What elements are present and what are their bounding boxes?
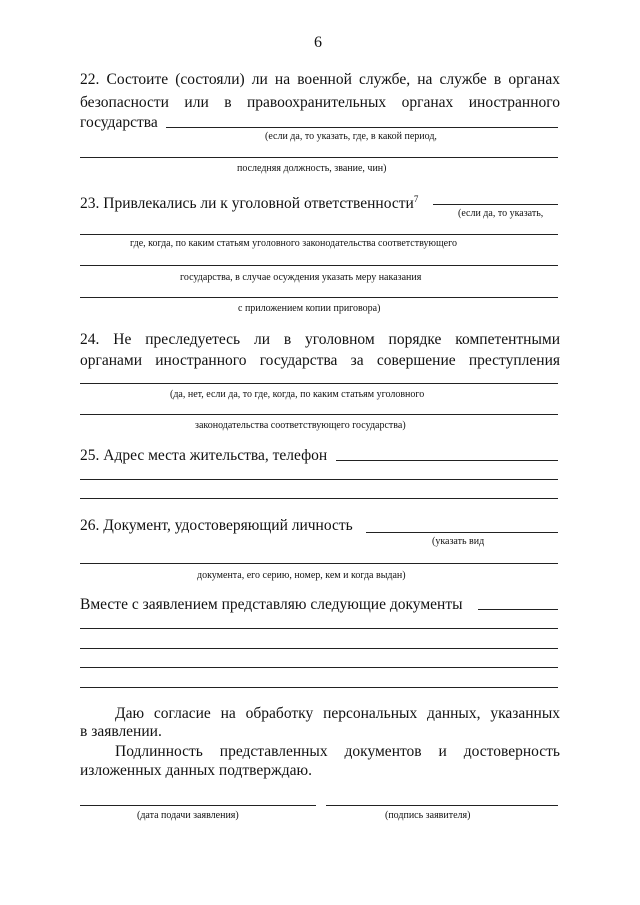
consent-line4: изложенных данных подтверждаю. bbox=[80, 762, 312, 779]
q26-hint2: документа, его серию, номер, кем и когда выдан) bbox=[197, 570, 406, 581]
date-hint: (дата подачи заявления) bbox=[137, 810, 239, 821]
q23-field-1[interactable] bbox=[433, 204, 558, 205]
q23-hint2: где, когда, по каким статьям уголовного законодательства соответствующего bbox=[130, 238, 457, 249]
q22-line1: 22. Состоите (состояли) ли на военной службе, на службе в органах bbox=[80, 71, 560, 88]
q26-hint1: (указать вид bbox=[432, 536, 485, 547]
signature-hint: (подпись заявителя) bbox=[385, 810, 471, 821]
q23-hint1: (если да, то указать, bbox=[458, 208, 544, 219]
q24-line1: 24. Не преследуетесь ли в уголовном порядке компетентными bbox=[80, 331, 560, 348]
q24-line2: органами иностранного государства за совершение преступления bbox=[80, 352, 560, 369]
q26-line1: 26. Документ, удостоверяющий личность bbox=[80, 517, 353, 534]
attachments-field-5[interactable] bbox=[80, 687, 558, 688]
q22-field-2[interactable] bbox=[80, 157, 558, 158]
attachments-field-1[interactable] bbox=[478, 609, 558, 610]
q26-field-1[interactable] bbox=[366, 532, 558, 533]
q22-line2: безопасности или в правоохранительных органах иностранного bbox=[80, 94, 560, 111]
q24-hint1: (да, нет, если да, то где, когда, по каким статьям уголовного bbox=[170, 389, 425, 400]
consent-line1: Даю согласие на обработку персональных данных, указанных bbox=[115, 705, 560, 722]
q23-hint3: государства, в случае осуждения указать меру наказания bbox=[180, 272, 422, 283]
q23-field-2[interactable] bbox=[80, 234, 558, 235]
q24-field-1[interactable] bbox=[80, 383, 558, 384]
q25-field-1[interactable] bbox=[336, 460, 558, 461]
consent-line2: в заявлении. bbox=[80, 723, 162, 740]
q24-hint2: законодательства соответствующего государства) bbox=[195, 420, 406, 431]
q23-text: 23. Привлекались ли к уголовной ответственности bbox=[80, 195, 414, 213]
q25-line1: 25. Адрес места жительства, телефон bbox=[80, 447, 328, 464]
q22-field-1[interactable] bbox=[166, 127, 558, 128]
q23-hint4: с приложением копии приговора) bbox=[238, 303, 381, 314]
q25-field-2[interactable] bbox=[80, 479, 558, 480]
signature-field[interactable] bbox=[326, 805, 558, 806]
q22-hint1: (если да, то указать, где, в какой период, bbox=[265, 131, 437, 142]
q23-field-3[interactable] bbox=[80, 265, 558, 266]
q23-field-4[interactable] bbox=[80, 297, 558, 298]
q23-footnote: 7 bbox=[413, 194, 419, 204]
attachments-field-4[interactable] bbox=[80, 667, 558, 668]
q23-line1 bbox=[80, 190, 418, 213]
consent-line3: Подлинность представленных документов и достоверность bbox=[115, 743, 560, 760]
attachments-line1: Вместе с заявлением представляю следующие документы bbox=[80, 596, 463, 613]
q26-field-2[interactable] bbox=[80, 563, 558, 564]
q22-line3: государства bbox=[80, 114, 158, 131]
attachments-field-3[interactable] bbox=[80, 648, 558, 649]
q25-field-3[interactable] bbox=[80, 498, 558, 499]
page-number: 6 bbox=[314, 34, 322, 51]
attachments-field-2[interactable] bbox=[80, 628, 558, 629]
q24-field-2[interactable] bbox=[80, 414, 558, 415]
q22-hint2: последняя должность, звание, чин) bbox=[237, 163, 387, 174]
date-field[interactable] bbox=[80, 805, 316, 806]
